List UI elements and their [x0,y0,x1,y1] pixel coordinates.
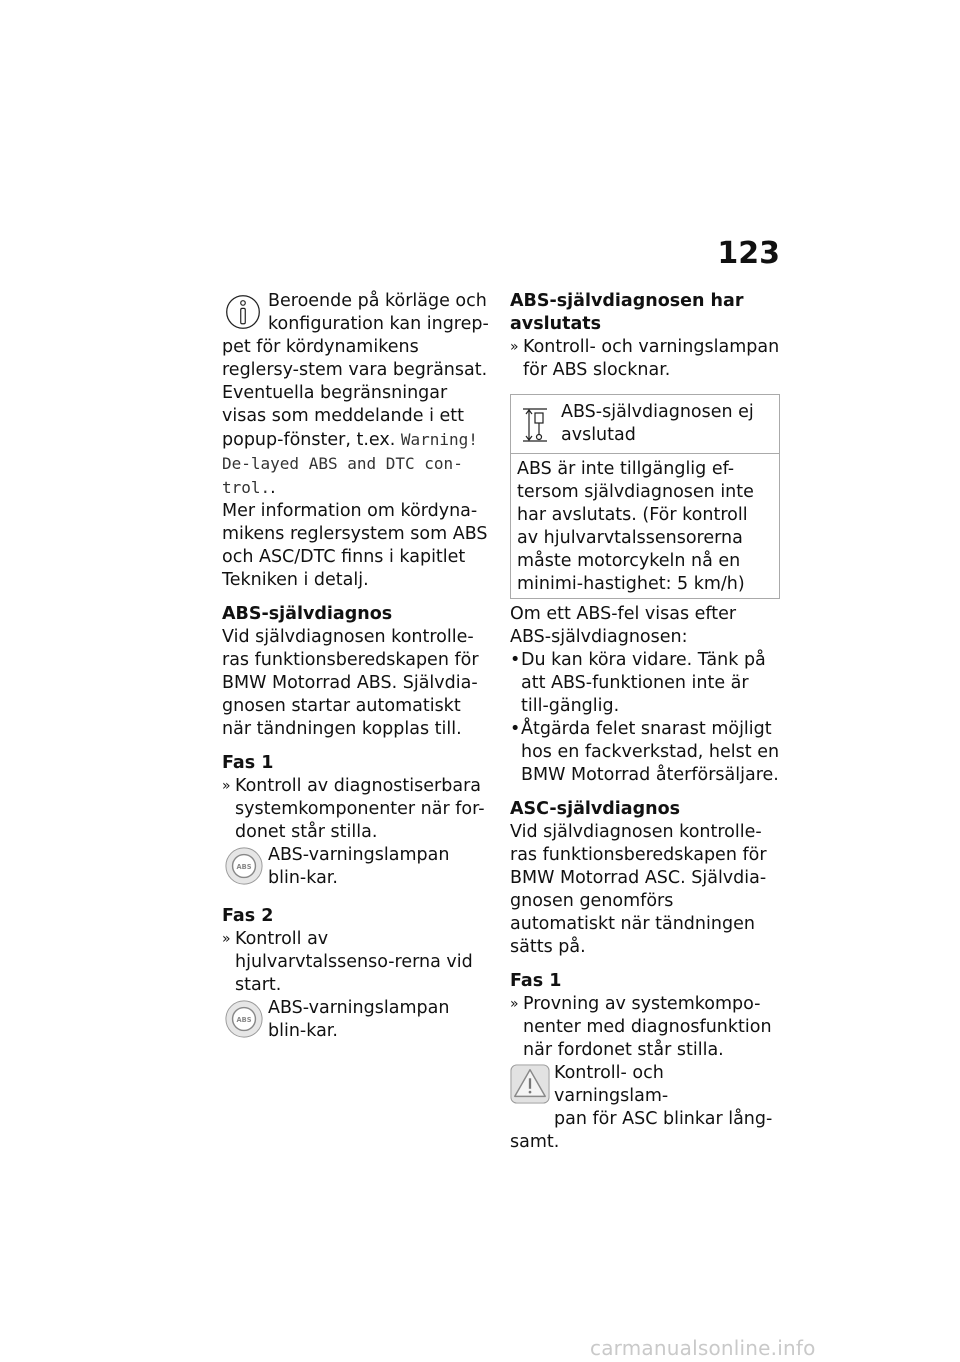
bullet-marker: • [510,650,521,670]
asc-lamp-line1: Kontroll- och varningslam- [554,1063,669,1106]
phase2-step-text: Kontroll av hjulvarvtalssenso-rerna vid start. [235,929,473,995]
warning-box-header [511,395,779,454]
bullet1-text: Du kan köra vidare. Tänk på att ABS-funktionen inte är till-gänglig. [521,650,766,716]
popup-text: Eventuella begränsningar visas som meddelande i ett popup-fönster, t.ex. [222,383,465,450]
abs-icon-label: ABS [236,1015,252,1024]
info-note-line2: konfiguration kan ingrep- [268,314,489,334]
asc-phase1-step [510,993,780,1062]
step-marker: » [510,339,519,355]
abs-done-step [510,336,780,382]
measurement-icon [519,403,559,447]
popup-note [222,382,492,500]
asc-body: Vid självdiagnosen kontrolle-ras funktionsberedskapen för BMW Motorrad ASC. Självdia-gnosen genomförs automatiskt när tändningen sätts på. [510,822,767,957]
right-column [510,290,780,1154]
abs-done-heading: ABS-självdiagnosen har avslutats [510,291,744,334]
watermark-text: carmanualsonline.info [590,1336,816,1360]
phase1-lamp-text: ABS-varningslampan blin-kar. [268,845,450,888]
left-column [222,290,492,1047]
step-marker: » [222,931,231,947]
phase2-heading: Fas 2 [222,906,274,926]
bullet2-text: Åtgärda felet snarast möjligt hos en fackverkstad, helst en BMW Motorrad återförsäljare. [521,719,780,785]
step-marker: » [510,996,519,1012]
asc-lamp-line2: pan för ASC blinkar lång- [554,1109,773,1129]
phase1-step-text: Kontroll av diagnostiserbara systemkomponenter när for-donet står stilla. [235,776,485,842]
info-icon [224,292,262,332]
list-item [510,649,780,718]
info-note-line1: Beroende på körläge och [268,291,487,311]
phase1-heading: Fas 1 [222,753,274,773]
abs-done-step-text: Kontroll- och varningslampan för ABS slocknar. [523,337,780,380]
asc-phase1-heading: Fas 1 [510,971,562,991]
asc-heading: ASC-självdiagnos [510,799,681,819]
phase2-step [222,928,492,997]
asc-phase1-step-text: Provning av systemkompo-nenter med diagnosfunktion när fordonet står stilla. [523,994,772,1060]
phase2-lamp [222,997,492,1047]
asc-lamp-rest: samt. [510,1132,560,1152]
asc-warning-triangle-icon [510,1064,550,1104]
bullet-marker: • [510,719,521,739]
phase1-lamp [222,844,492,894]
info-note [222,290,492,382]
warning-body: ABS är inte tillgänglig ef-tersom självdiagnosen inte har avslutats. (För kontroll av hjulvarvtalssensorerna måste motorcykeln nå en minimi-hastighet: 5 km/h) [517,459,754,594]
step-marker: » [222,778,231,794]
popup-code: Warning! De-layed ABS and DTC con-trol. [222,430,478,497]
abs-body: Vid självdiagnosen kontrolle-ras funktionsberedskapen för BMW Motorrad ABS. Självdia-gnosen startar automatiskt när tändningen kopplas till. [222,627,479,739]
abs-warning-lamp-icon [224,846,264,886]
info-note-text: pet för kördynamikens reglersy-stem vara begränsat. [222,337,488,380]
warning-box [510,394,780,599]
abs-heading: ABS-självdiagnos [222,604,393,624]
abs-icon-label: ABS [236,862,252,871]
phase1-step [222,775,492,844]
more-info-paragraph: Mer information om kördyna-mikens reglersystem som ABS och ASC/DTC finns i kapitlet Tekniken i detalj. [222,501,488,590]
page-number: 123 [717,236,780,271]
list-item [510,718,780,787]
popup-end: . [270,478,276,498]
asc-lamp [510,1062,780,1154]
abs-warning-lamp-icon [224,999,264,1039]
fault-intro: Om ett ABS-fel visas efter ABS-självdiagnosen: [510,604,737,647]
phase2-lamp-text: ABS-varningslampan blin-kar. [268,998,450,1041]
warning-title: ABS-självdiagnosen ej avslutad [561,402,754,445]
